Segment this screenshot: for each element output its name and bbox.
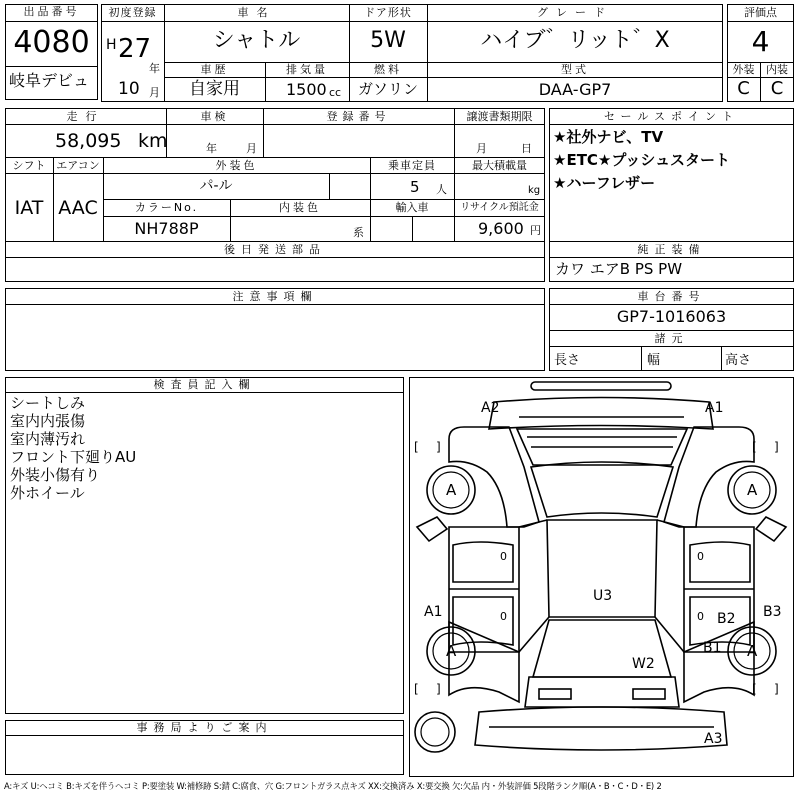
equipment-label: 純正装備 xyxy=(637,243,706,256)
mileage-unit: km xyxy=(138,130,168,152)
later-parts-label: 後日発送部品 xyxy=(224,243,326,256)
inspector-label: 検査員記入欄 xyxy=(153,378,256,391)
lot-number: 4080 xyxy=(13,25,90,60)
lot-number-label: 出品番号 xyxy=(23,5,80,18)
ac-label: エアコン xyxy=(56,159,100,172)
interior-label: 内装 xyxy=(766,63,788,76)
model-label: 型式 xyxy=(561,63,589,76)
exterior-grade: C xyxy=(737,78,750,99)
mileage-label: 走行 xyxy=(66,110,105,123)
damage-mark-a3: A3 xyxy=(704,731,723,747)
first-reg-month: 10 xyxy=(118,79,140,99)
inspector-note: 室内薄汚れ xyxy=(10,430,86,448)
inspector-note: シートしみ xyxy=(10,394,86,412)
car-name: シャトル xyxy=(212,28,301,53)
car-name-label: 車名 xyxy=(237,6,276,19)
inspector-note: 室内内張傷 xyxy=(10,412,86,430)
width-label: 幅 xyxy=(647,353,661,368)
color-no-label: カラーNo. xyxy=(134,201,199,214)
transfer-deadline-label: 譲渡書類期限 xyxy=(466,110,533,123)
model-code: DAA-GP7 xyxy=(538,80,612,99)
inspector-note: 外ホイール xyxy=(10,484,85,502)
diagram-bracket: [ xyxy=(752,440,757,454)
door-label: ドア形状 xyxy=(364,6,412,19)
interior-grade: C xyxy=(770,78,784,99)
diagram-bracket: ] xyxy=(436,440,441,454)
height-label: 高さ xyxy=(725,353,752,368)
interior-color-label: 内装色 xyxy=(279,201,321,214)
registration-label: 登録番号 xyxy=(326,110,391,123)
diagram-bracket: [ xyxy=(414,440,419,454)
load-unit: kg xyxy=(528,185,541,196)
era-prefix: H xyxy=(106,37,117,53)
exterior-label: 外装 xyxy=(732,63,755,76)
diagram-zero: 0 xyxy=(697,610,704,623)
diagram-bracket: [ xyxy=(414,682,419,696)
damage-mark-a1-left: A1 xyxy=(424,604,443,620)
damage-mark-b2: B2 xyxy=(717,611,736,627)
history: 自家用 xyxy=(189,79,240,99)
sales-point-item: ★ハーフレザー xyxy=(553,174,656,192)
chassis-label: 車台番号 xyxy=(637,290,706,303)
inspection-label: 車検 xyxy=(200,110,229,123)
inspector-note: 外装小傷有り xyxy=(10,466,101,484)
displacement-label: 排気量 xyxy=(286,63,328,76)
displacement: 1500 xyxy=(286,80,327,99)
length-label: 長さ xyxy=(554,353,581,368)
capacity-unit: 人 xyxy=(436,183,447,196)
score-label: 評価点 xyxy=(744,6,777,19)
inspection-month-unit: 月 xyxy=(246,142,257,155)
diagram-zero: 0 xyxy=(697,550,704,563)
diagram-bracket: ] xyxy=(774,682,779,696)
office-label: 事務局よりご案内 xyxy=(136,721,273,734)
inspection-year-unit: 年 xyxy=(206,142,217,155)
fuel: ガソリン xyxy=(357,80,418,98)
diagram-bracket: ] xyxy=(436,682,441,696)
score: 4 xyxy=(751,25,770,58)
year-unit: 年 xyxy=(149,62,160,75)
diagram-bracket: ] xyxy=(774,440,779,454)
diagram-tire-mark: A xyxy=(446,481,457,499)
damage-mark-w2: W2 xyxy=(632,656,655,672)
load-label: 最大積載量 xyxy=(472,159,527,172)
inspector-note: フロント下廻りAU xyxy=(10,448,137,466)
diagram-tire-mark: A xyxy=(446,642,457,660)
diagram-bracket: [ xyxy=(752,682,757,696)
diagram-zero: 0 xyxy=(500,610,507,623)
fuel-label: 燃料 xyxy=(374,63,402,76)
diagram-tire-mark: A xyxy=(747,642,758,660)
transfer-month-unit: 月 xyxy=(476,142,487,155)
damage-diagram xyxy=(409,377,794,777)
shift-label: シフト xyxy=(12,159,46,172)
transfer-day-unit: 日 xyxy=(521,142,532,155)
dims-label: 諸元 xyxy=(654,332,689,345)
legend: A:キズ U:ヘコミ B:キズを伴うヘコミ P:要塗装 W:補修跡 S:錆 C:腐食、穴 G:フロントガラス点キズ XX:交換済み X:要交換 欠:欠品 内・外装評価 5段階ランク順(A・B・C・D・E) 2 xyxy=(4,781,662,791)
ac: AAC xyxy=(58,197,98,219)
color-no: NH788P xyxy=(134,219,199,238)
shift: IAT xyxy=(14,197,44,219)
displacement-unit: cc xyxy=(329,86,342,99)
recycle-fee: 9,600 xyxy=(478,219,524,238)
notes-label: 注意事項欄 xyxy=(232,290,318,303)
diagram-tire-mark: A xyxy=(747,481,758,499)
month-unit: 月 xyxy=(149,86,160,99)
mileage: 58,095 xyxy=(55,130,122,152)
door-type: 5W xyxy=(370,28,406,53)
recycle-unit: 円 xyxy=(530,224,541,237)
first-reg-label: 初度登録 xyxy=(108,6,157,19)
color: パ-ル xyxy=(199,178,233,194)
venue-name: 岐阜デビュ xyxy=(9,71,90,90)
sales-point-item: ★ETC★プッシュスタート xyxy=(553,151,731,169)
recycle-label: リサイクル預託金 xyxy=(460,202,539,213)
damage-mark-a1-front: A1 xyxy=(705,400,724,416)
damage-mark-a2: A2 xyxy=(481,400,500,416)
sales-points-label: セールスポイント xyxy=(603,110,739,123)
damage-mark-b1: B1 xyxy=(703,640,722,656)
history-label: 車歴 xyxy=(200,63,229,76)
import-label: 輸入車 xyxy=(395,201,429,214)
diagram-zero: 0 xyxy=(500,550,507,563)
damage-mark-u3: U3 xyxy=(593,588,613,604)
color-label: 外装色 xyxy=(215,159,258,172)
grade: ハイブ゛リット゛X xyxy=(480,28,670,53)
capacity: 5 xyxy=(410,178,420,196)
equipment: カワ エアB PS PW xyxy=(555,260,683,278)
capacity-label: 乗車定員 xyxy=(388,159,436,172)
chassis-number: GP7-1016063 xyxy=(616,307,727,326)
sales-point-item: ★社外ナビ、TV xyxy=(553,128,664,146)
damage-mark-b3: B3 xyxy=(763,604,782,620)
interior-color-unit: 系 xyxy=(353,226,364,239)
grade-label: グレード xyxy=(537,6,613,19)
first-reg-year: 27 xyxy=(118,34,152,64)
